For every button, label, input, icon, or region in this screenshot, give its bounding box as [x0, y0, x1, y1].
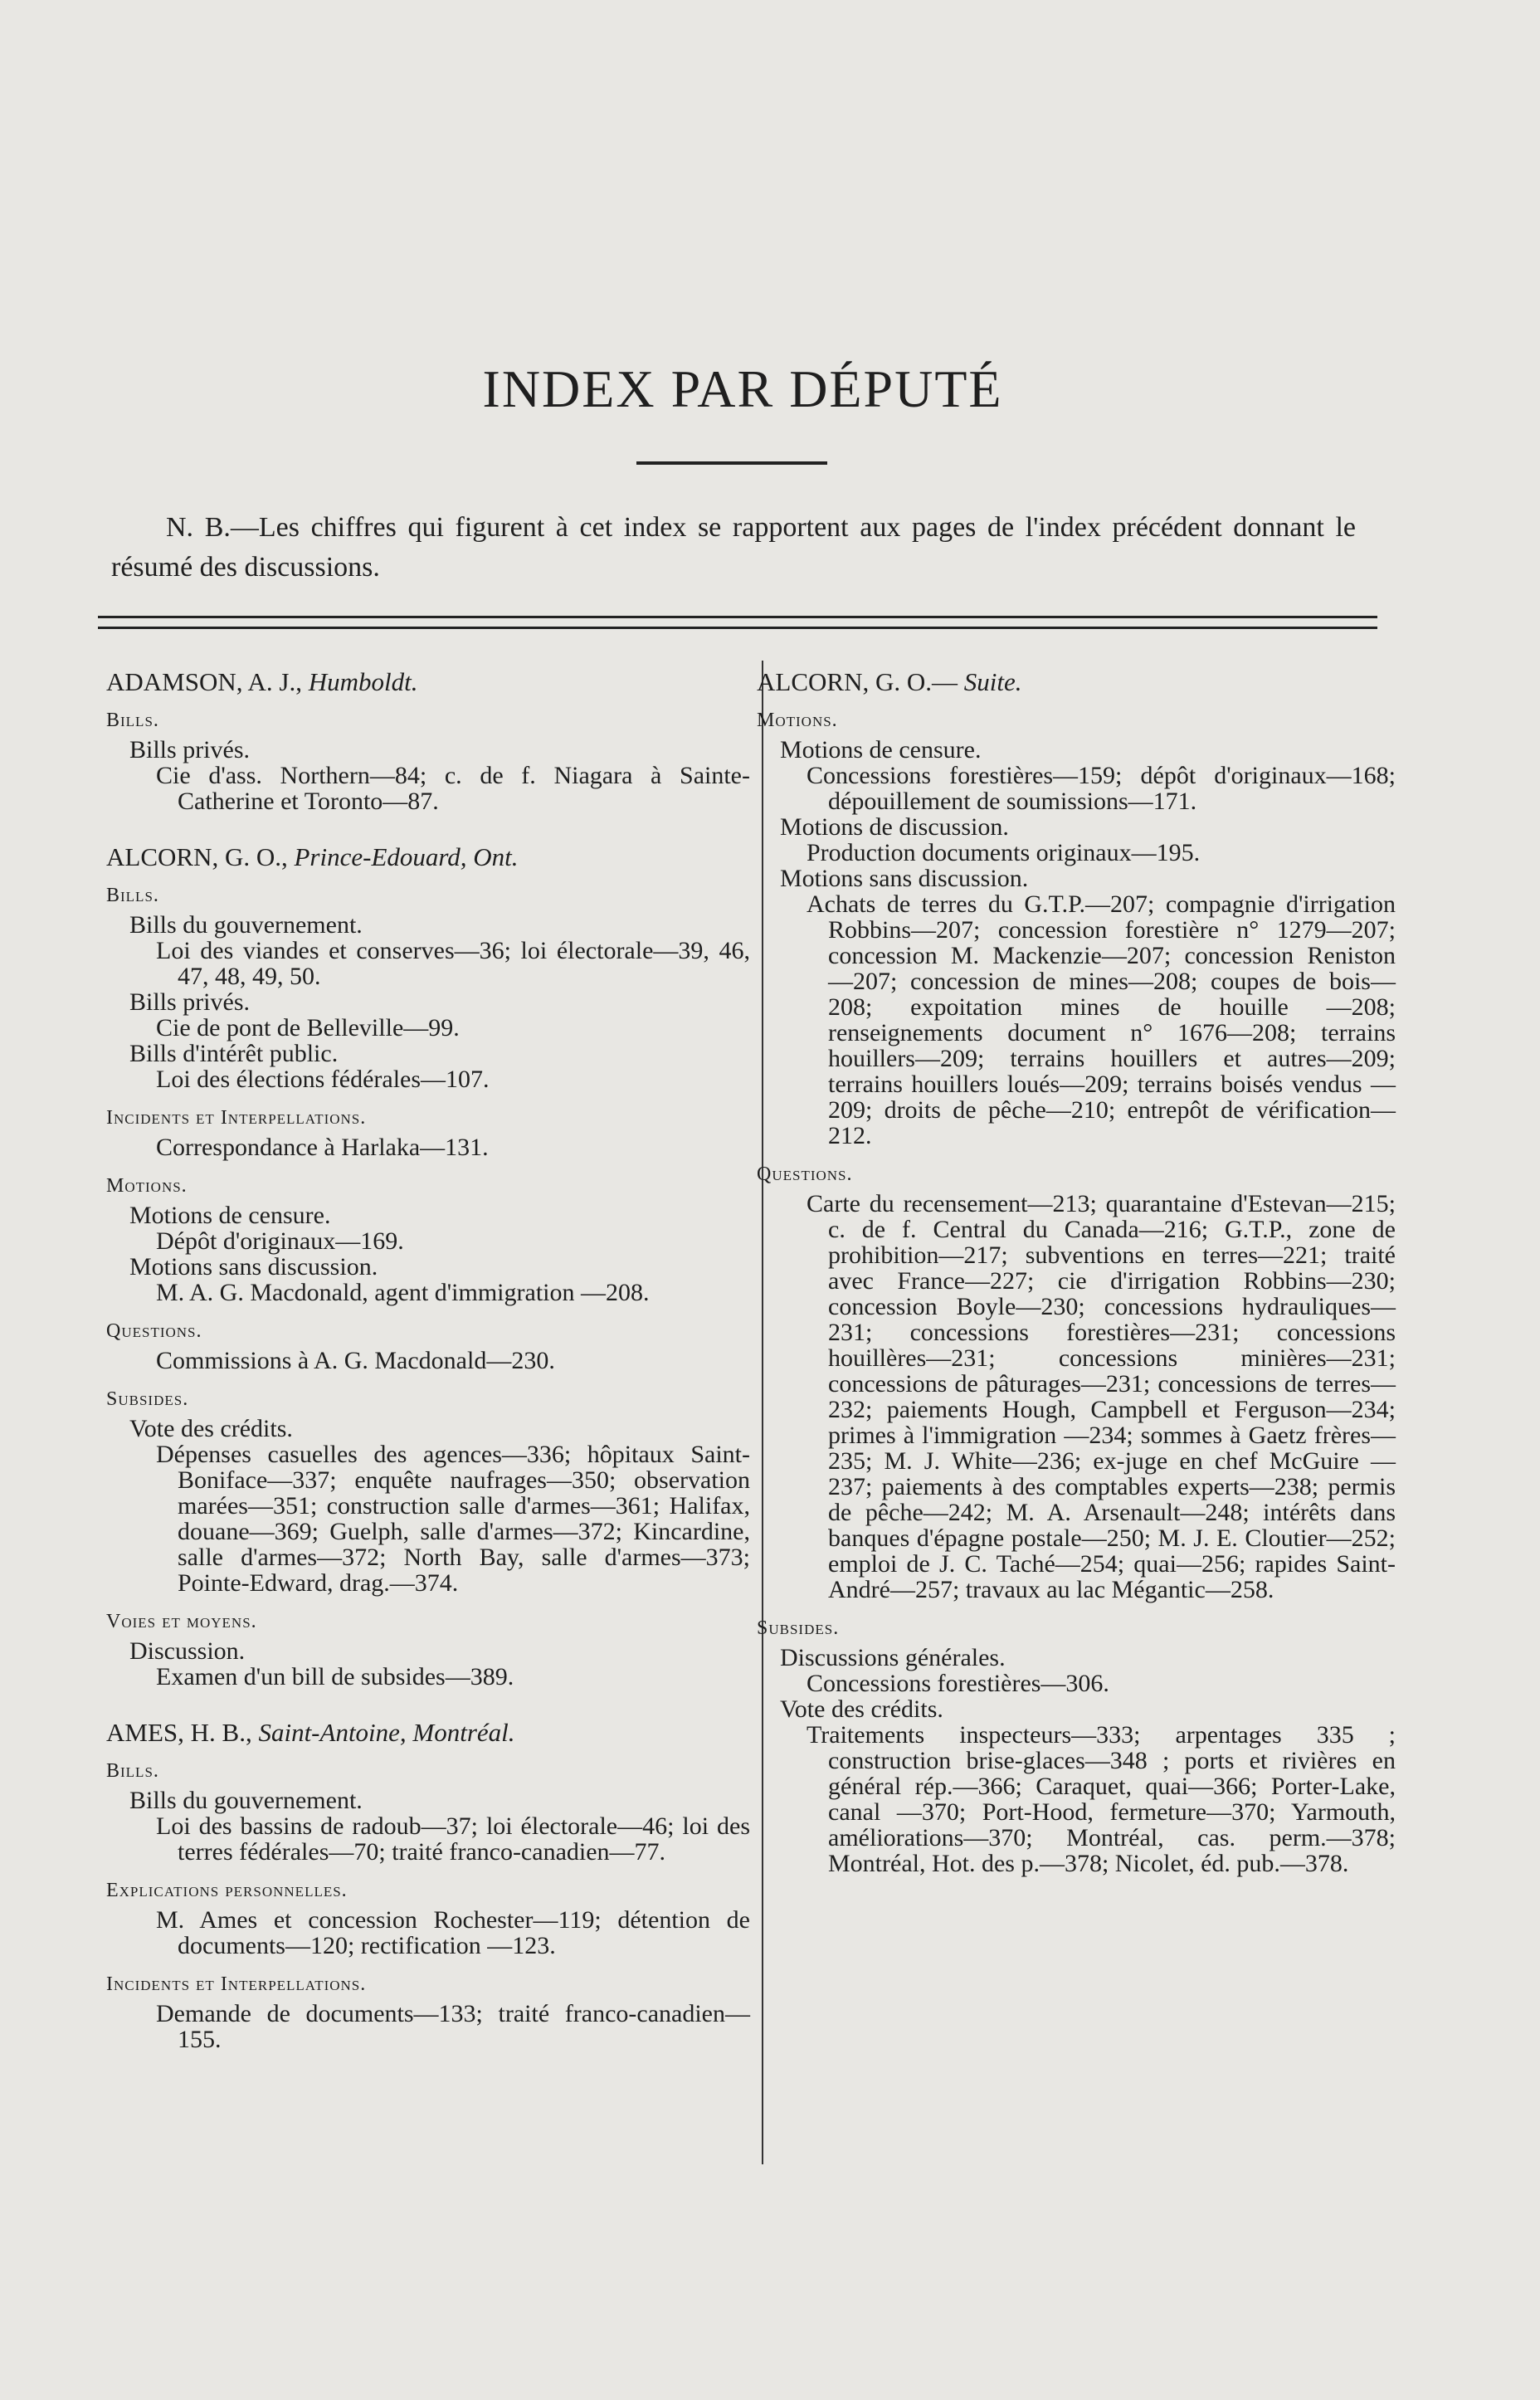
- subheading: Discussions générales.: [780, 1644, 1006, 1671]
- index-entry: Examen d'un bill de subsides—389.: [156, 1663, 514, 1690]
- entry-gap: [106, 1690, 750, 1708]
- deputy-name: [106, 1720, 750, 1745]
- index-entry: Cie de pont de Belleville—99.: [156, 1014, 460, 1041]
- left-column: [106, 657, 750, 2052]
- section-heading: Bills.: [106, 885, 159, 906]
- index-entry: Achats de terres du G.T.P.—207; compagnie d'irrigation Robbins—207; concession forestière n° 1279—207; concession M. Mackenzie—207; concession Reniston —207; concession de mines—208; coupes de bois—208; expoitation mines de houille —208; renseignements document n° 1676—208; terrains houillers—209; terrains houillers et autres—209; terrains houillers loués—209; terrains boisés vendus —209; droits de pêche—210; entrepôt de vérification—212.: [807, 890, 1396, 1149]
- index-entry: Cie d'ass. Northern—84; c. de f. Niagara à Sainte-Catherine et Toronto—87.: [156, 762, 750, 815]
- deputy-name-text: ALCORN, G. O.—: [757, 667, 964, 696]
- index-entry: Loi des élections fédérales—107.: [156, 1066, 490, 1093]
- deputy-name: [757, 669, 1396, 695]
- section-heading: Bills.: [106, 710, 159, 731]
- constituency: Prince-Edouard, Ont.: [294, 842, 519, 871]
- deputy-name: [106, 669, 750, 695]
- index-entry: M. Ames et concession Rochester—119; détention de documents—120; rectification —123.: [156, 1906, 750, 1959]
- section-heading: Explications personnelles.: [106, 1880, 348, 1901]
- index-entry: Dépôt d'originaux—169.: [156, 1227, 404, 1255]
- index-entry: Commissions à A. G. Macdonald—230.: [156, 1347, 555, 1374]
- constituency: Saint-Antoine, Montréal.: [258, 1718, 515, 1747]
- deputy-name: [106, 844, 750, 870]
- deputy-name-text: AMES, H. B.,: [106, 1718, 259, 1747]
- section-heading: Questions.: [757, 1163, 853, 1185]
- subheading: Bills d'intérêt public.: [129, 1040, 339, 1067]
- section-heading: Motions.: [757, 710, 838, 731]
- right-column: [757, 657, 1396, 1876]
- index-entry: Concessions forestières—159; dépôt d'originaux—168; dépouillement de soumissions—171.: [807, 762, 1396, 815]
- section-heading: Bills.: [106, 1760, 159, 1782]
- index-entry: Loi des viandes et conserves—36; loi électorale—39, 46, 47, 48, 49, 50.: [156, 937, 750, 990]
- section-heading: Questions.: [106, 1320, 202, 1342]
- subheading: Motions de discussion.: [780, 813, 1009, 841]
- title-underline: [636, 461, 827, 465]
- subheading: Vote des crédits.: [780, 1695, 943, 1723]
- subheading: Bills privés.: [129, 988, 251, 1016]
- index-entry: M. A. G. Macdonald, agent d'immigration —208.: [156, 1279, 650, 1306]
- deputy-name-text: ADAMSON, A. J.,: [106, 667, 309, 696]
- subheading: Bills du gouvernement.: [129, 911, 363, 939]
- subheading: Bills du gouvernement.: [129, 1787, 363, 1814]
- index-entry: Carte du recensement—213; quarantaine d'Estevan—215; c. de f. Central du Canada—216; G.T.P., zone de prohibition—217; subventions en terres—221; traité avec France—227; cie d'irrigation Robbins—230; concession Boyle—230; concessions hydrauliques—231; concessions forestières—231; concessions houillères—231; concessions minières—231; concessions de pâturages—231; concessions de terres—232; paiements Hough, Campbell et Ferguson—234; primes à l'immigration —234; sommes à Gaetz frères—235; M. J. White—236; ex-juge en chef McGuire —237; paiements à des comptables experts—238; permis de pêche—242; M. A. Arsenault—248; intérêts dans banques d'épagne postale—250; M. J. E. Cloutier—252; emploi de J. C. Taché—254; quai—256; rapides Saint-André—257; travaux au lac Mégantic—258.: [807, 1190, 1396, 1603]
- section-heading: Incidents et Interpellations.: [106, 1107, 367, 1129]
- index-entry: Loi des bassins de radoub—37; loi électorale—46; loi des terres fédérales—70; traité franco-canadien—77.: [156, 1812, 750, 1866]
- section-heading: Incidents et Interpellations.: [106, 1973, 367, 1995]
- index-entry: Production documents originaux—195.: [807, 839, 1201, 866]
- introductory-note: N. B.—Les chiffres qui figurent à cet index se rapportent aux pages de l'index précédent donnant le résumé des discussions.: [111, 512, 1356, 583]
- index-entry: Correspondance à Harlaka—131.: [156, 1134, 489, 1161]
- section-heading: Voies et moyens.: [106, 1611, 257, 1632]
- section-heading: Subsides.: [106, 1388, 189, 1410]
- index-entry: Demande de documents—133; traité franco-canadien—155.: [156, 2000, 750, 2053]
- deputy-name-text: ALCORN, G. O.,: [106, 842, 295, 871]
- double-rule-divider: [98, 616, 1377, 629]
- subheading: Bills privés.: [129, 736, 251, 763]
- constituency: Suite.: [963, 667, 1022, 696]
- page-title: INDEX PAR DÉPUTÉ: [482, 359, 1003, 418]
- index-entry: Dépenses casuelles des agences—336; hôpitaux Saint-Boniface—337; enquête naufrages—350; observation marées—351; construction salle d'armes—361; Halifax, douane—369; Guelph, salle d'armes—372; Kincardine, salle d'armes—372; North Bay, salle d'armes—373; Pointe-Edward, drag.—374.: [156, 1441, 750, 1597]
- subheading: Discussion.: [129, 1637, 246, 1665]
- section-heading: Subsides.: [757, 1617, 840, 1639]
- section-heading: Motions.: [106, 1175, 188, 1197]
- constituency: Humboldt.: [308, 667, 418, 696]
- subheading: Vote des crédits.: [129, 1415, 293, 1442]
- index-entry: Concessions forestières—306.: [807, 1670, 1109, 1697]
- index-entry: Traitements inspecteurs—333; arpentages 335 ; construction brise-glaces—348 ; ports et rivières en général rép.—366; Caraquet, quai—366; Porter-Lake, canal —370; Port-Hood, fermeture—370; Yarmouth, améliorations—370; Montréal, cas. perm.—378; Montréal, Hot. des p.—378; Nicolet, éd. pub.—378.: [807, 1721, 1396, 1877]
- subheading: Motions sans discussion.: [129, 1253, 378, 1280]
- entry-gap: [106, 814, 750, 832]
- subheading: Motions de censure.: [129, 1202, 331, 1229]
- subheading: Motions de censure.: [780, 736, 982, 763]
- subheading: Motions sans discussion.: [780, 865, 1029, 892]
